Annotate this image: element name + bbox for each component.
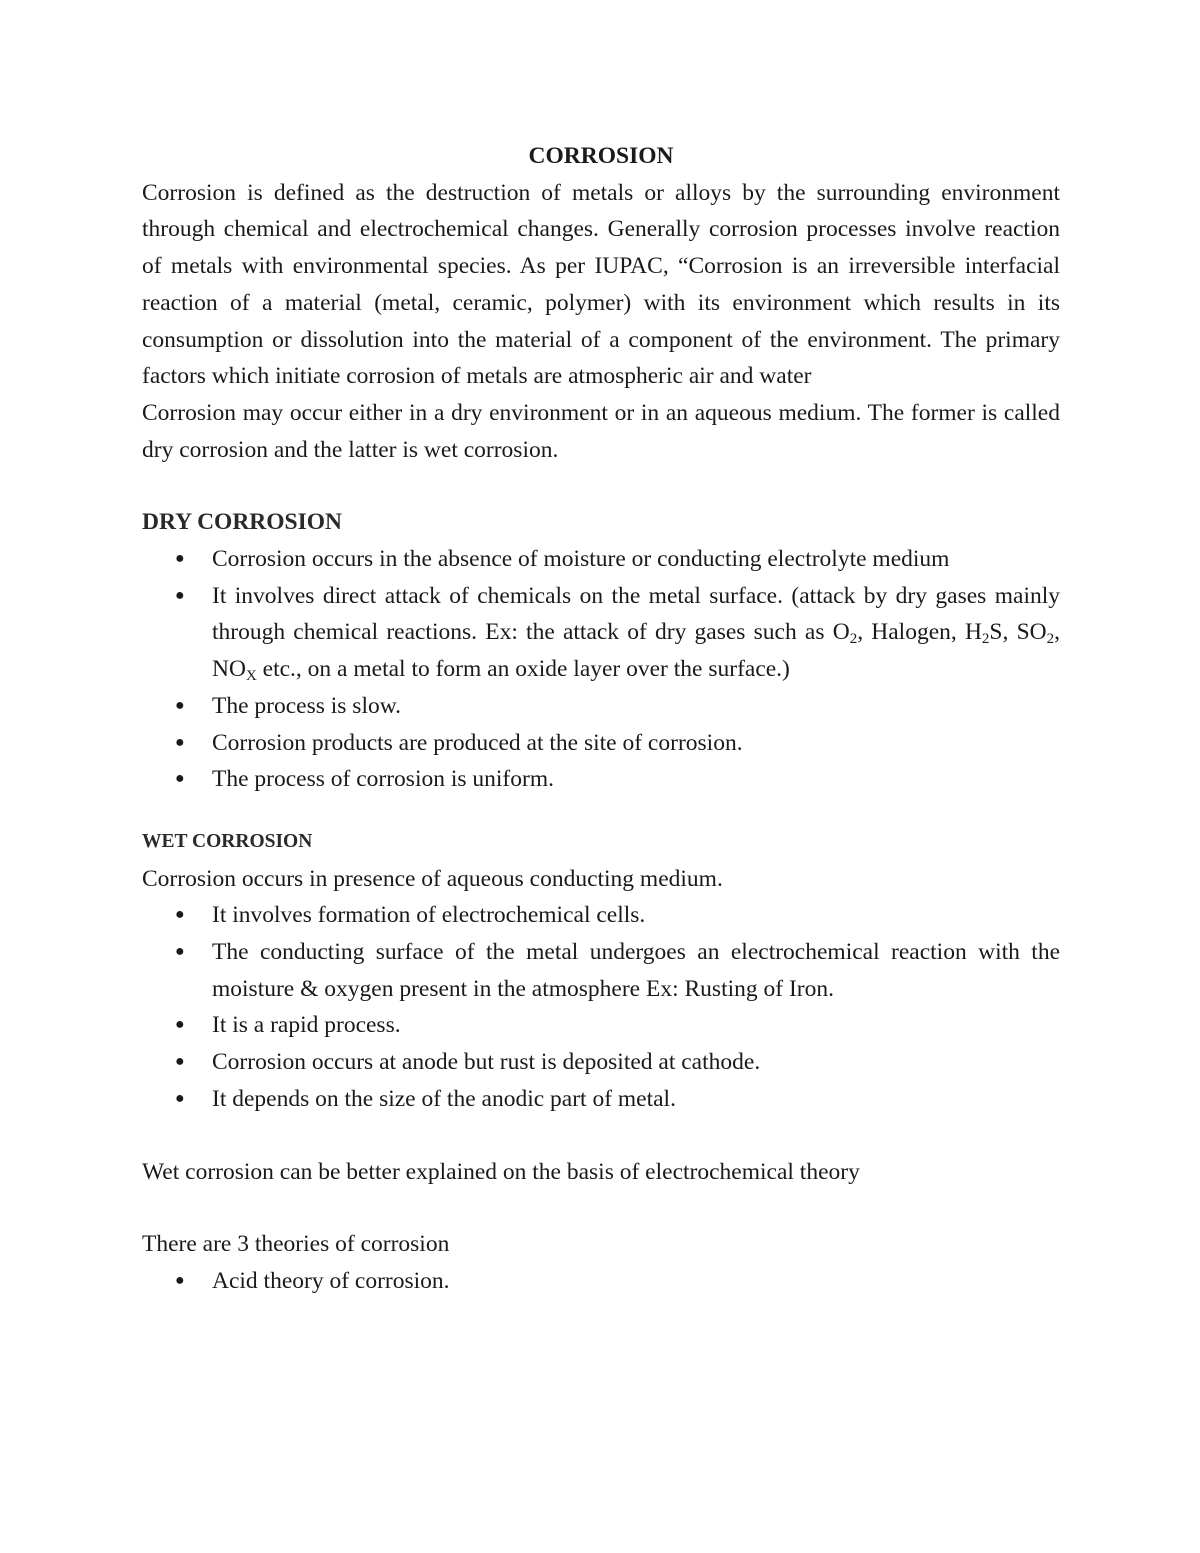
bullet-icon: ●: [175, 943, 185, 961]
theories-list: [142, 1263, 1060, 1300]
bullet-icon: ●: [175, 586, 185, 604]
wet-corrosion-list: [142, 897, 1060, 1117]
list-item: ● Corrosion occurs at anode but rust is deposited at cathode.: [142, 1044, 1060, 1081]
wet-corrosion-heading: WET CORROSION: [142, 830, 313, 852]
list-item: ● The conducting surface of the metal undergoes an electrochemical reaction with the moisture & oxygen present in the atmosphere Ex: Rusting of Iron.: [142, 934, 1060, 1007]
bullet-icon: ●: [175, 1271, 185, 1289]
list-item: ● It depends on the size of the anodic part of metal.: [142, 1081, 1060, 1118]
wet-corrosion-lead: Corrosion occurs in presence of aqueous conducting medium.: [142, 865, 723, 892]
list-item: ● Corrosion products are produced at the site of corrosion.: [142, 725, 1060, 762]
list-item: ● It involves direct attack of chemicals on the metal surface. (attack by dry gases mainly through chemical reactions. Ex: the attack of dry gases such as $O_2$, Halogen, $H_2S$, $SO_2$, $NO_X$ etc., on a metal to form an oxide layer over the surface.): [142, 578, 1060, 688]
wet-corrosion-note: Wet corrosion can be better explained on the basis of electrochemical theory: [142, 1158, 860, 1185]
theories-lead: There are 3 theories of corrosion: [142, 1231, 450, 1258]
list-item: ● Corrosion occurs in the absence of moisture or conducting electrolyte medium: [142, 541, 1060, 578]
list-item: ● It involves formation of electrochemical cells.: [142, 897, 1060, 934]
bullet-icon: ●: [175, 770, 185, 788]
intro-paragraph-2: Corrosion may occur either in a dry environment or in an aqueous medium. The former is called dry corrosion and the latter is wet corrosion.: [142, 399, 1060, 463]
list-item: ● The process is slow.: [142, 688, 1060, 725]
list-item: ● The process of corrosion is uniform.: [142, 761, 1060, 798]
document-page: [142, 138, 1060, 1300]
bullet-icon: ●: [175, 1053, 185, 1071]
bullet-icon: ●: [175, 550, 185, 568]
bullet-icon: ●: [175, 906, 185, 924]
bullet-icon: ●: [175, 733, 185, 751]
dry-corrosion-heading: DRY CORROSION: [142, 509, 343, 536]
intro-paragraph-1: Corrosion is defined as the destruction of metals or alloys by the surrounding environment through chemical and electrochemical changes. Generally corrosion processes involve reaction of metals with environmental species. As per IUPAC, “Corrosion is an irreversible interfacial reaction of a material (metal, ceramic, polymer) with its environment which results in its consumption or dissolution into the material of a component of the environment. The primary factors which initiate corrosion of metals are atmospheric air and water: [142, 179, 1060, 390]
page-title: CORROSION: [528, 143, 674, 169]
bullet-icon: ●: [175, 1089, 185, 1107]
bullet-icon: ●: [175, 1016, 185, 1034]
dry-corrosion-list: [142, 541, 1060, 798]
list-item: ● Acid theory of corrosion.: [142, 1263, 1060, 1300]
list-item: ● It is a rapid process.: [142, 1007, 1060, 1044]
bullet-icon: ●: [175, 696, 185, 714]
